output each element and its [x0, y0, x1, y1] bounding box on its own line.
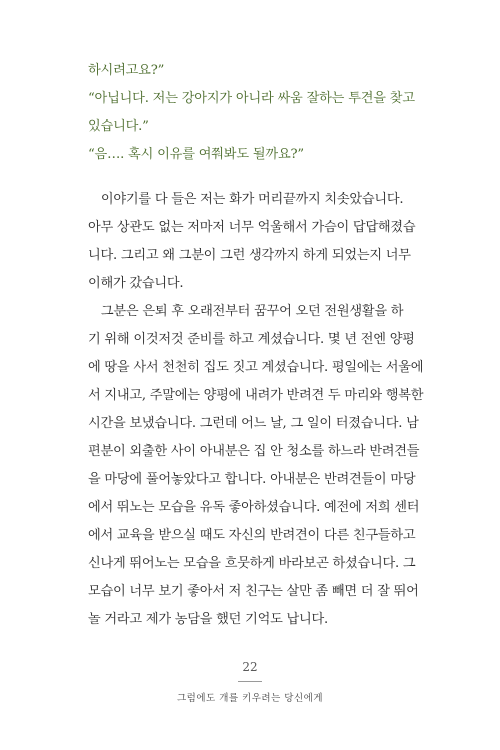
text-line: 편분이 외출한 사이 아내분은 집 안 청소를 하느라 반려견들 — [88, 444, 420, 459]
text-line: 놀 거라고 제가 농담을 했던 기억도 납니다. — [88, 612, 328, 627]
text-line: 에서 뛰노는 모습을 유독 좋아하셨습니다. 예전에 저희 센터 — [88, 500, 420, 515]
dialogue-block — [88, 57, 418, 169]
text-line: 에서 교육을 받으실 때도 자신의 반려견이 다른 친구들하고 — [88, 528, 416, 543]
text-line: 그분은 은퇴 후 오래전부터 꿈꾸어 오던 전원생활을 하 — [88, 304, 404, 319]
text-line: 니다. 그리고 왜 그분이 그런 생각까지 하게 되었는지 너무 — [88, 248, 411, 263]
page-number: 22 — [242, 660, 258, 674]
text-line: 이야기를 다 들은 저는 화가 머리끝까지 치솟았습니다. — [88, 192, 404, 207]
dialogue-line: 하시려고요?” — [88, 63, 165, 78]
text-line: 시간을 보냈습니다. 그런데 어느 날, 그 일이 터졌습니다. 남 — [88, 416, 419, 431]
text-line: 신나게 뛰어노는 모습을 흐뭇하게 바라보곤 하셨습니다. 그 — [88, 556, 416, 571]
text-line: 기 위해 이것저것 준비를 하고 계셨습니다. 몇 년 전엔 양평 — [88, 332, 415, 347]
text-line: 을 마당에 풀어놓았다고 합니다. 아내분은 반려견들이 마당 — [88, 472, 416, 487]
text-line: 서 지내고, 주말에는 양평에 내려가 반려견 두 마리와 행복한 — [88, 388, 424, 403]
text-line: 모습이 너무 보기 좋아서 저 친구는 살만 좀 빼면 더 잘 뛰어 — [88, 584, 419, 599]
dialogue-line: “아닙니다. 저는 강아지가 아니라 싸움 잘하는 투견을 찾고 — [88, 91, 415, 106]
text-line: 에 땅을 사서 천천히 집도 짓고 계셨습니다. 평일에는 서울에 — [88, 360, 424, 375]
text-line: 아무 상관도 없는 저마저 너무 억울해서 가슴이 답답해졌습 — [88, 220, 416, 235]
paragraph-2 — [88, 298, 424, 634]
running-footer-title: 그럼에도 개를 키우려는 당신에게 — [176, 693, 324, 704]
text-line: 이해가 갔습니다. — [88, 276, 184, 291]
dialogue-line: “음…. 혹시 이유를 여쭤봐도 될까요?” — [88, 147, 304, 162]
paragraph-1 — [88, 186, 416, 298]
dialogue-line: 있습니다.” — [88, 119, 149, 134]
footer-divider — [238, 681, 262, 682]
body-text — [88, 186, 424, 634]
